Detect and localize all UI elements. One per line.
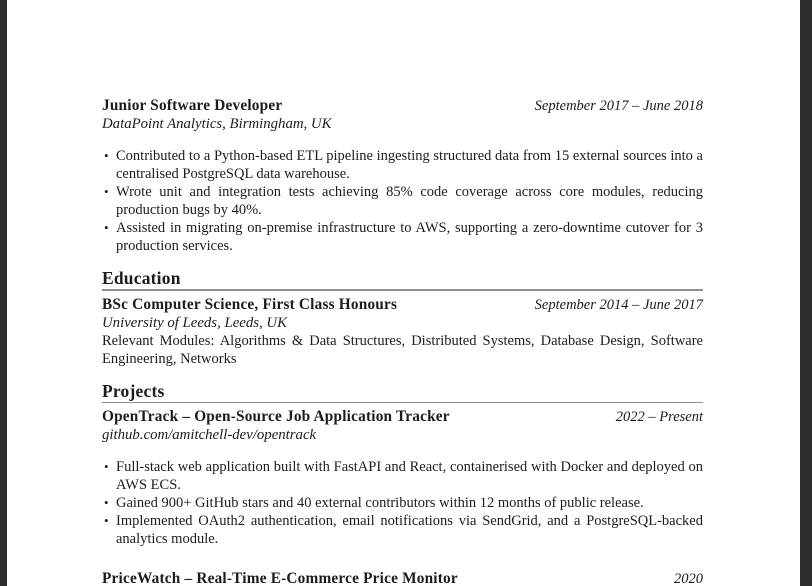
- project-dates: 2020: [674, 571, 703, 586]
- section-rule: [102, 289, 703, 291]
- degree-title: BSc Computer Science, First Class Honours: [102, 295, 398, 313]
- bullet-text: Contributed to a Python-based ETL pipeline ingesting structured data from 15 external sources into a centralised PostgreSQL data warehouse.: [116, 148, 703, 182]
- bullet-icon: •: [104, 513, 109, 528]
- experience-entry: [102, 97, 703, 255]
- bullet-item: [102, 147, 703, 183]
- project-entry-pricewatch: [102, 570, 703, 586]
- job-bullet-list: [102, 147, 703, 255]
- resume-content: [7, 0, 800, 586]
- school-name: University of Leeds, Leeds, UK: [102, 314, 287, 331]
- bullet-text: Gained 900+ GitHub stars and 40 external contributors within 12 months of public release.: [116, 495, 644, 511]
- bullet-icon: •: [104, 220, 109, 235]
- bullet-item: [102, 183, 703, 219]
- bullet-item: [102, 458, 703, 494]
- education-entry: [102, 296, 703, 368]
- project-bullet-list: [102, 458, 703, 548]
- project-entry-header: [102, 408, 703, 426]
- bullet-item: [102, 219, 703, 255]
- section-rule: [102, 402, 703, 404]
- project-title: OpenTrack – Open-Source Job Application Tracker: [102, 408, 450, 425]
- education-entry-header: [102, 296, 703, 314]
- job-dates: September 2017 – June 2018: [534, 98, 703, 114]
- degree-dates: September 2014 – June 2017: [534, 296, 703, 313]
- bullet-icon: •: [104, 459, 109, 474]
- bullet-item: [102, 494, 703, 512]
- relevant-modules: Relevant Modules: Algorithms & Data Structures, Distributed Systems, Database Design, Software Engineering, Networks: [102, 332, 703, 367]
- bullet-item: [102, 512, 703, 548]
- project-entry-header: [102, 570, 703, 586]
- project-title: PriceWatch – Real-Time E-Commerce Price Monitor: [102, 570, 458, 586]
- project-entry-opentrack: [102, 408, 703, 548]
- bullet-icon: •: [104, 148, 109, 163]
- section-heading-projects: Projects: [102, 380, 165, 401]
- bullet-icon: •: [104, 495, 109, 510]
- section-heading-education: Education: [102, 268, 181, 288]
- bullet-text: Wrote unit and integration tests achieving 85% code coverage across core modules, reducing production bugs by 40%.: [116, 184, 703, 218]
- project-dates: 2022 – Present: [615, 409, 703, 425]
- project-repo-link[interactable]: github.com/amitchell-dev/opentrack: [102, 427, 317, 443]
- job-company: DataPoint Analytics, Birmingham, UK: [102, 116, 332, 132]
- bullet-text: Assisted in migrating on-premise infrastructure to AWS, supporting a zero-downtime cutover for 3 production services.: [116, 220, 703, 254]
- experience-entry-header: [102, 97, 703, 115]
- resume-document-page: [7, 0, 800, 586]
- bullet-text: Full-stack web application built with FastAPI and React, containerised with Docker and deployed on AWS ECS.: [116, 459, 703, 493]
- bullet-text: Implemented OAuth2 authentication, email notifications via SendGrid, and a PostgreSQL-backed analytics module.: [116, 513, 703, 547]
- job-title: Junior Software Developer: [102, 97, 283, 114]
- bullet-icon: •: [104, 184, 109, 199]
